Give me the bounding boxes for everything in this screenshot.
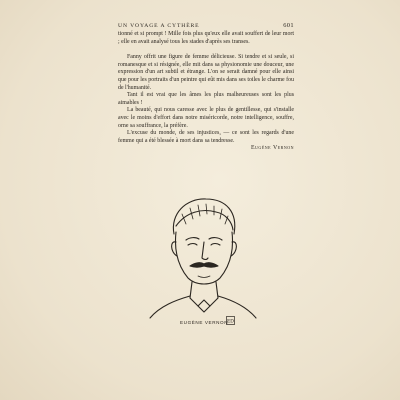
artist-monogram-icon	[226, 316, 235, 325]
running-title: UN VOYAGE A CYTHÈRE	[118, 23, 200, 29]
portrait-illustration	[146, 192, 258, 322]
paragraph: La beauté, qui nous caresse avec le plus de gentillesse, qui s'installe avec le moins d'effort dans notre miséricorde, notre intelligence, souffre, orne sa souffrance, la préfère.	[118, 107, 294, 129]
paragraph: L'excuse du monde, de ses injustices, — ce sont les regards d'une femme qui a été blessée à mort dans sa tendresse.	[118, 130, 294, 144]
paragraph: tionné et si prompt ! Mille fois plus qu'eux elle avait souffert de leur mort ; elle en avait analysé tous les stades d'après ses transes.	[118, 31, 294, 45]
page-number: 601	[283, 22, 294, 29]
svg-text:ED: ED	[227, 319, 234, 325]
paragraph: Tant il est vrai que les âmes les plus malheureuses sont les plus aimables !	[118, 92, 294, 106]
portrait-caption: EUGÈNE VERNON	[180, 320, 229, 325]
author-signature: Eugène Vernon	[250, 145, 294, 152]
paragraph: Fanny offrit une figure de femme délicieuse. Si tendre et si seule, si romanesque et si résignée, elle mit dans sa physionomie une douceur, une expression d'un art subtil et étrange. L'on se serait damné pour elle ainsi que pour les portraits d'un peintre qui eût mis dans ses toiles le charme fou de l'humanité.	[118, 54, 294, 91]
body-text	[118, 31, 294, 153]
running-header	[118, 22, 294, 29]
